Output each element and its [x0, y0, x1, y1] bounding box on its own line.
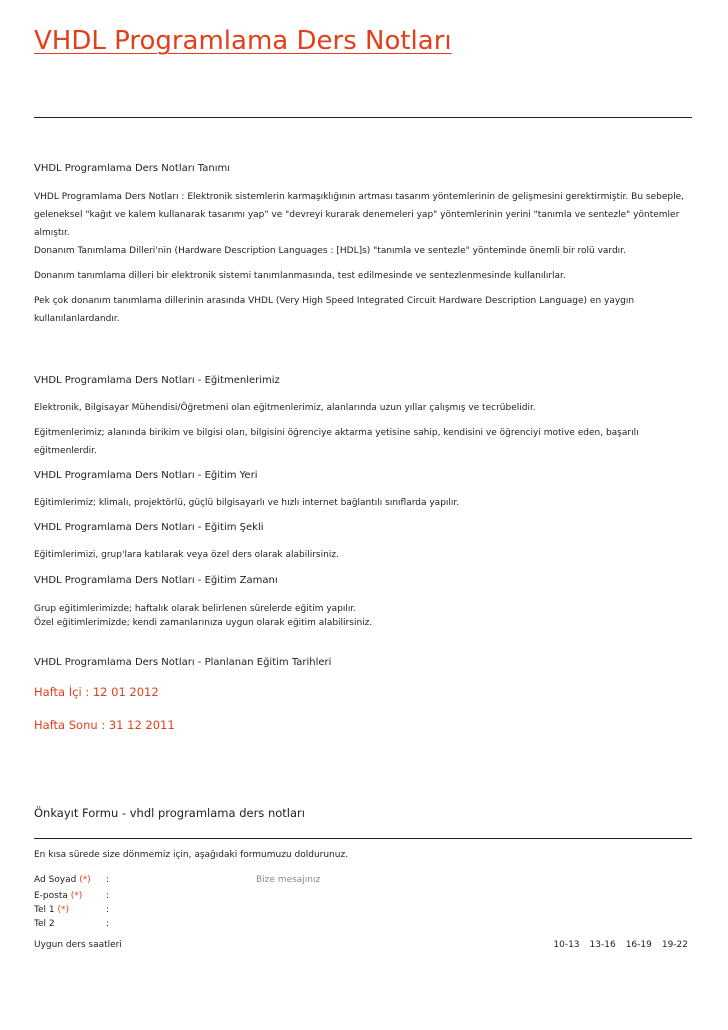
definition-paragraph-4: Pek çok donanım tanımlama dillerinin arasında VHDL (Very High Speed Integrated Circuit Hardware Description Language) en yaygın kullanılanlardandır. [34, 296, 635, 324]
phone2-label-text: Tel 2 [34, 919, 55, 929]
page-title: VHDL Programlama Ders Notları [34, 26, 452, 56]
time-line-1: Grup eğitimlerimizde; haftalık olarak belirlenen sürelerde eğitim yapılır. [34, 604, 357, 614]
email-field-label [34, 889, 82, 903]
format-paragraph-1: Eğitimlerimizi, grup'lara katılarak veya özel ders olarak alabilirsiniz. [34, 550, 339, 560]
place-paragraph-1: Eğitimlerimiz; klimalı, projektörlü, güçlü bilgisayarlı ve hızlı internet bağlantılı sınıflarda yapılır. [34, 498, 460, 508]
required-marker: (*) [70, 891, 83, 901]
weekday-date: Hafta İçi : 12 01 2012 [34, 685, 159, 699]
title-divider [34, 117, 692, 118]
definition-paragraph-1: VHDL Programlama Ders Notları : Elektronik sistemlerin karmaşıklığının artması tasarım yöntemlerinin de gelişmesini gerektirmiştir. Bu sebeple, geleneksel "kağıt ve kalem kullanarak tasarımı yap" ve "devreyi kurarak denemeleri yap" yöntemlerinin yerini "tanımla ve sentezle" yöntemler almıştır. [34, 192, 684, 238]
required-marker: (*) [57, 905, 69, 915]
section-heading-dates: VHDL Programlama Ders Notları - Planlanan Eğitim Tarihleri [34, 657, 332, 668]
time-slot-option[interactable]: 19-22 [661, 940, 688, 950]
time-slot-options [553, 938, 688, 952]
instructors-paragraph-2: Eğitmenlerimiz; alanında birikim ve bilgisi olan, bilgisini öğrenciye aktarma yetisine sahip, kendisini ve öğrenciyi motive eden, başarılı eğitmenlerdir. [34, 428, 639, 456]
form-intro: En kısa sürede size dönmemiz için, aşağıdaki formumuzu doldurunuz. [34, 850, 349, 860]
time-line-2: Özel eğitimlerimizde; kendi zamanlarınıza uygun olarak eğitim alabilirsiniz. [34, 618, 373, 628]
definition-paragraph-2: Donanım Tanımlama Dilleri'nin (Hardware Description Languages : [HDL]s) "tanımla ve sentezle" yönteminde önemli bir rolü vardır. [34, 246, 626, 256]
instructors-paragraph-1: Elektronik, Bilgisayar Mühendisi/Öğretmeni olan eğitmenlerimiz, alanlarında uzun yıllar çalışmış ve tecrübelidir. [34, 403, 536, 413]
phone1-label-text: Tel 1 [34, 905, 55, 915]
email-label-text: E-posta [34, 891, 68, 901]
section-heading-definition: VHDL Programlama Ders Notları Tanımı [34, 163, 231, 174]
section-heading-format: VHDL Programlama Ders Notları - Eğitim Şekli [34, 522, 264, 533]
message-field[interactable]: Bize mesajınız [256, 875, 321, 885]
time-slot-option[interactable]: 16-19 [625, 940, 652, 950]
name-field-label [34, 873, 91, 887]
time-slot-option[interactable]: 10-13 [553, 940, 580, 950]
phone2-field-label [34, 917, 55, 931]
section-heading-place: VHDL Programlama Ders Notları - Eğitim Yeri [34, 470, 258, 481]
available-hours-label: Uygun ders saatleri [34, 940, 122, 950]
definition-paragraph-3: Donanım tanımlama dilleri bir elektronik sistemi tanımlanmasında, test edilmesinde ve sentezlenmesinde kullanılırlar. [34, 271, 566, 281]
phone1-field-colon: : [106, 905, 110, 915]
form-divider [34, 838, 692, 839]
form-heading: Önkayıt Formu - vhdl programlama ders notları [34, 806, 305, 820]
phone1-field-label [34, 903, 69, 917]
required-marker: (*) [79, 875, 91, 885]
phone2-field-colon: : [106, 919, 110, 929]
email-field-colon: : [106, 891, 110, 901]
weekend-date: Hafta Sonu : 31 12 2011 [34, 718, 175, 732]
name-label-text: Ad Soyad [34, 875, 77, 885]
time-slot-option[interactable]: 13-16 [589, 940, 616, 950]
section-heading-instructors: VHDL Programlama Ders Notları - Eğitmenlerimiz [34, 375, 280, 386]
name-field-colon: : [106, 875, 110, 885]
section-heading-time: VHDL Programlama Ders Notları - Eğitim Zamanı [34, 575, 278, 586]
